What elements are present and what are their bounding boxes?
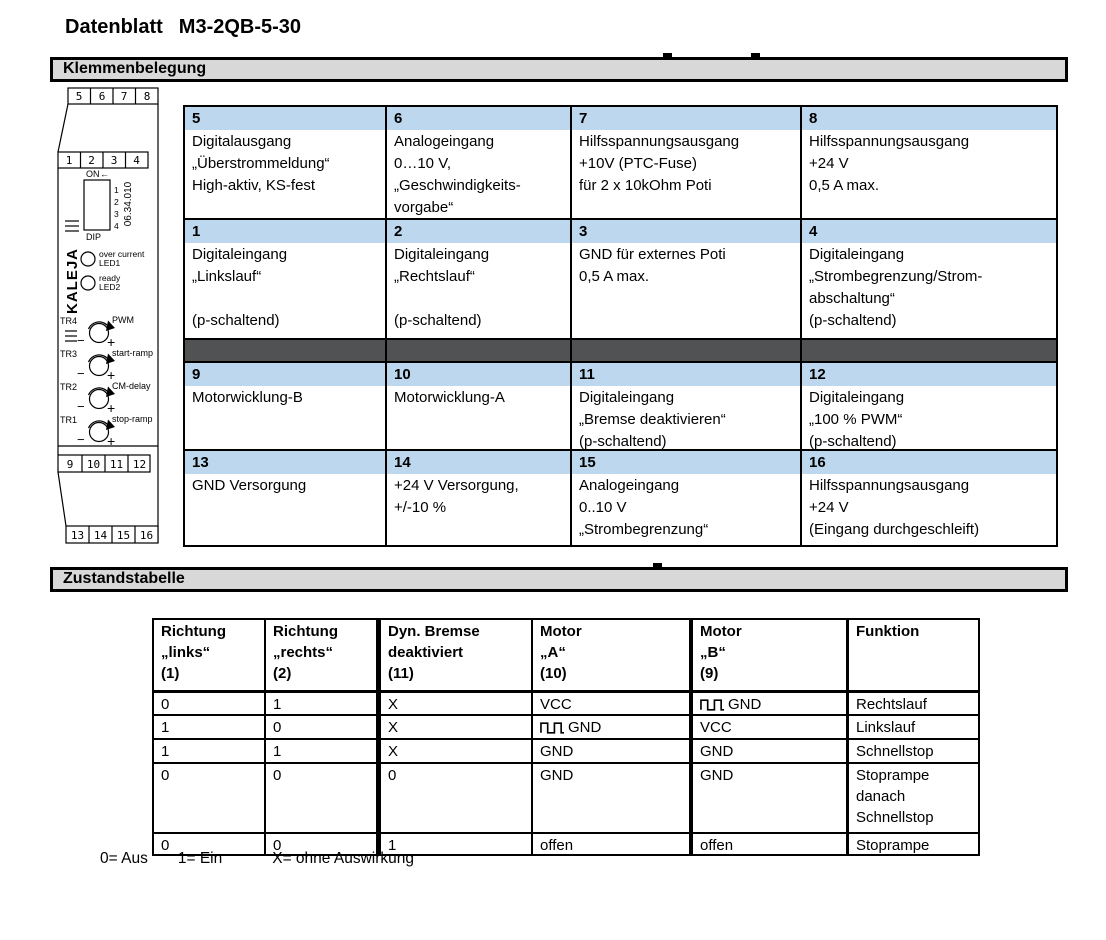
terminal-cell — [183, 218, 385, 338]
terminal-number-12: 12 — [132, 458, 147, 471]
minus-label: − — [77, 333, 85, 348]
state-cell — [154, 714, 264, 738]
scan-artifact-mark — [751, 53, 760, 57]
trimmer-knob — [90, 390, 109, 409]
state-cell — [376, 714, 531, 738]
terminal-description — [185, 130, 385, 197]
terminal-desc-line: (p-schaltend) — [192, 312, 280, 329]
model-number: M3-2QB-5-30 — [178, 16, 302, 38]
trimmer-potentiometer — [60, 315, 134, 350]
terminal-number: 8 — [802, 107, 1056, 130]
state-header-line: (1) — [161, 665, 180, 682]
dip-position-4: 4 — [114, 221, 119, 231]
state-cell — [154, 762, 264, 832]
terminal-desc-line: (p-schaltend) — [809, 433, 897, 449]
state-cell — [531, 714, 689, 738]
terminal-number: 9 — [185, 363, 385, 386]
state-header-line: (11) — [388, 665, 414, 682]
section-header-zustandstabelle — [50, 567, 1068, 592]
terminal-description — [572, 243, 800, 288]
zustand-table — [152, 618, 980, 856]
terminal-number: 16 — [802, 451, 1056, 474]
pwm-waveform-icon — [540, 720, 565, 734]
terminal-number: 10 — [387, 363, 570, 386]
terminal-block-9-12 — [58, 455, 150, 472]
state-header-cell — [264, 620, 376, 690]
plus-label: + — [107, 433, 116, 449]
terminal-description — [572, 386, 800, 449]
state-cell — [846, 690, 978, 714]
state-cell — [531, 832, 689, 854]
terminal-block-5-8 — [68, 88, 158, 104]
minus-label: − — [77, 399, 85, 414]
state-cell-text: offen — [540, 837, 574, 854]
dip-position-3: 3 — [114, 209, 119, 219]
terminal-desc-line: (p-schaltend) — [394, 312, 482, 329]
state-cell-text: 1 — [273, 696, 282, 713]
state-cell-text: 0 — [161, 837, 170, 854]
terminal-cell — [570, 105, 800, 218]
terminal-desc-line — [192, 288, 378, 310]
terminal-cell — [800, 218, 1056, 338]
terminal-number-13: 13 — [70, 529, 85, 542]
part-number: 06.34.010 — [123, 181, 134, 227]
state-header-line: (9) — [700, 665, 719, 682]
state-cell-text: 1 — [388, 837, 397, 854]
plus-label: + — [107, 367, 116, 383]
state-cell — [689, 738, 846, 762]
klemmen-table — [183, 105, 1058, 547]
terminal-number: 4 — [802, 220, 1056, 243]
state-cell-text: 0 — [273, 719, 282, 736]
state-cell — [376, 762, 531, 832]
terminal-block-13-16 — [66, 526, 158, 543]
terminal-desc-line: Hilfsspannungsausgang — [809, 477, 970, 494]
terminal-cell — [800, 449, 1056, 545]
trimmer-id: TR3 — [60, 349, 78, 359]
state-header-line: Funktion — [856, 623, 920, 640]
terminal-desc-line: Hilfsspannungsausgang — [579, 133, 740, 150]
state-cell-text: 0 — [388, 767, 397, 784]
state-cell-text: offen — [700, 837, 734, 854]
trimmer-id: TR1 — [60, 415, 78, 425]
terminal-cell — [570, 218, 800, 338]
terminal-desc-line: +10V (PTC-Fuse) — [579, 155, 697, 172]
terminal-desc-line: abschaltung“ — [809, 290, 895, 307]
state-header-line: „A“ — [540, 644, 566, 661]
terminal-desc-line: „Strombegrenzung/Strom- — [809, 268, 983, 285]
terminal-description — [387, 386, 570, 409]
terminal-number-15: 15 — [116, 529, 131, 542]
terminal-desc-line: +/-10 % — [394, 499, 447, 516]
terminal-desc-line: „Rechtslauf“ — [394, 268, 475, 285]
terminal-desc-line: GND für externes Poti — [579, 246, 726, 263]
terminal-desc-line: Digitaleingang — [809, 246, 905, 263]
plus-label: + — [107, 334, 116, 350]
state-header-line: deaktiviert — [388, 644, 464, 661]
state-header-line: „rechts“ — [273, 644, 334, 661]
terminal-description — [572, 130, 800, 197]
state-cell-text: X — [388, 719, 399, 736]
trimmer-potentiometer — [60, 348, 153, 383]
separator-cell — [800, 338, 1056, 361]
terminal-cell — [570, 449, 800, 545]
terminal-desc-line: (Eingang durchgeschleift) — [809, 521, 980, 538]
state-cell-text: GND — [540, 743, 574, 760]
terminal-description — [387, 130, 570, 218]
led2-name: ready — [99, 273, 121, 283]
terminal-cell — [183, 361, 385, 449]
terminal-desc-line: Motorwicklung-B — [192, 389, 303, 406]
legend — [100, 850, 414, 868]
terminal-desc-line: 0…10 V, — [394, 155, 451, 172]
state-cell — [154, 690, 264, 714]
terminal-number: 5 — [185, 107, 385, 130]
terminal-number: 3 — [572, 220, 800, 243]
terminal-description — [802, 474, 1056, 541]
terminal-desc-line: für 2 x 10kOhm Poti — [579, 177, 712, 194]
state-cell-text: GND — [700, 743, 734, 760]
separator-cell — [183, 338, 385, 361]
trimmer-function: PWM — [112, 315, 134, 325]
terminal-cell — [385, 361, 570, 449]
terminal-description — [387, 474, 570, 519]
minus-label: − — [77, 432, 85, 447]
trimmer-function: stop-ramp — [112, 414, 153, 424]
plus-label: + — [107, 400, 116, 416]
terminal-description — [185, 474, 385, 497]
terminal-desc-line: GND Versorgung — [192, 477, 307, 494]
terminal-desc-line: „Bremse deaktivieren“ — [579, 411, 726, 428]
terminal-number-4: 4 — [133, 154, 140, 167]
state-cell-text: Rechtslauf — [856, 696, 927, 713]
state-cell — [689, 762, 846, 832]
state-header-cell — [154, 620, 264, 690]
terminal-cell — [385, 218, 570, 338]
minus-label: − — [77, 366, 85, 381]
terminal-cell — [800, 105, 1056, 218]
terminal-cell — [385, 449, 570, 545]
terminal-number: 14 — [387, 451, 570, 474]
terminal-desc-line: +24 V — [809, 499, 849, 516]
terminal-number: 2 — [387, 220, 570, 243]
section-header-klemmenbelegung — [50, 57, 1068, 82]
state-cell-text: 1 — [273, 743, 282, 760]
terminal-desc-line — [394, 288, 563, 310]
state-header-cell — [846, 620, 978, 690]
terminal-desc-line: 0,5 A max. — [579, 268, 650, 285]
state-header-line: Motor — [700, 623, 742, 640]
terminal-number-3: 3 — [110, 154, 118, 167]
state-header-line: (10) — [540, 665, 567, 682]
terminal-desc-line: +24 V — [809, 155, 849, 172]
terminal-description — [387, 243, 570, 332]
terminal-cell — [570, 361, 800, 449]
terminal-description — [802, 243, 1056, 332]
terminal-desc-line: Digitaleingang — [394, 246, 490, 263]
terminal-number: 1 — [185, 220, 385, 243]
terminal-number-9: 9 — [66, 458, 74, 471]
state-cell-text: GND — [540, 767, 574, 784]
terminal-description — [802, 386, 1056, 449]
terminal-number: 7 — [572, 107, 800, 130]
state-cell-text: VCC — [540, 696, 572, 713]
state-cell-text: 0 — [273, 837, 282, 854]
separator-cell — [385, 338, 570, 361]
led2-label: LED2 — [99, 282, 121, 292]
terminal-cell — [385, 105, 570, 218]
terminal-number-16: 16 — [139, 529, 154, 542]
terminal-number: 12 — [802, 363, 1056, 386]
terminal-description — [185, 243, 385, 332]
state-cell-text: GND — [568, 719, 602, 736]
separator-cell — [570, 338, 800, 361]
trimmer-knob — [90, 357, 109, 376]
dip-arrow-icon: ← — [100, 169, 109, 179]
state-header-line: Richtung — [161, 623, 226, 640]
terminal-number-5: 5 — [75, 90, 83, 103]
section-title: Zustandstabelle — [63, 570, 185, 587]
terminal-number: 15 — [572, 451, 800, 474]
scan-artifact-mark — [663, 53, 672, 57]
led2-ready — [81, 273, 121, 292]
state-cell-text: GND — [700, 767, 734, 784]
terminal-description — [185, 386, 385, 409]
pwm-waveform-icon — [700, 697, 725, 711]
state-cell-text: 0 — [161, 696, 170, 713]
state-cell-text: VCC — [700, 719, 732, 736]
state-cell — [531, 738, 689, 762]
trimmer-id: TR2 — [60, 382, 78, 392]
led1-name: over current — [99, 249, 145, 259]
terminal-desc-line: 0,5 A max. — [809, 177, 880, 194]
led1-indicator — [81, 252, 95, 266]
terminal-desc-line: Motorwicklung-A — [394, 389, 505, 406]
terminal-desc-line: „Überstrommeldung“ — [192, 155, 330, 172]
legend-item: X= ohne Auswirkung — [272, 850, 414, 867]
state-cell — [689, 690, 846, 714]
terminal-desc-line: Digitaleingang — [809, 389, 905, 406]
section-title: Klemmenbelegung — [63, 60, 207, 77]
state-cell — [531, 762, 689, 832]
state-header-cell — [376, 620, 531, 690]
terminal-number-1: 1 — [65, 154, 73, 167]
state-cell-text: 0 — [161, 767, 170, 784]
state-header-line: „links“ — [161, 644, 211, 661]
terminal-desc-line: Hilfsspannungsausgang — [809, 133, 970, 150]
terminal-desc-line: Analogeingang — [579, 477, 680, 494]
trimmer-function: start-ramp — [112, 348, 154, 358]
terminal-desc-line: High-aktiv, KS-fest — [192, 177, 316, 194]
brand-name: KALEJA — [64, 247, 81, 315]
terminal-desc-line: Analogeingang — [394, 133, 495, 150]
state-cell — [264, 738, 376, 762]
terminal-cell — [183, 105, 385, 218]
dip-label: DIP — [86, 232, 102, 242]
terminal-description — [572, 474, 800, 541]
terminal-number: 6 — [387, 107, 570, 130]
state-cell-text: X — [388, 696, 399, 713]
state-cell — [689, 714, 846, 738]
state-cell-text: Stoprampe — [856, 837, 930, 854]
terminal-desc-line: vorgabe“ — [394, 199, 454, 216]
legend-item: 0= Aus — [100, 850, 148, 867]
state-cell — [846, 832, 978, 854]
terminal-block-1-4 — [58, 152, 148, 168]
terminal-number-11: 11 — [109, 458, 124, 471]
terminal-desc-line: 0..10 V — [579, 499, 627, 516]
terminal-desc-line: Digitalausgang — [192, 133, 292, 150]
state-cell — [531, 690, 689, 714]
state-cell — [264, 714, 376, 738]
terminal-number: 13 — [185, 451, 385, 474]
state-cell — [376, 738, 531, 762]
state-header-line: Motor — [540, 623, 582, 640]
terminal-description — [802, 130, 1056, 197]
terminal-number: 11 — [572, 363, 800, 386]
terminal-desc-line: (p-schaltend) — [579, 433, 667, 449]
scan-artifact-mark — [653, 563, 662, 567]
state-cell — [689, 832, 846, 854]
state-cell — [154, 738, 264, 762]
state-header-line: Dyn. Bremse — [388, 623, 480, 640]
terminal-cell — [800, 361, 1056, 449]
state-cell-text: 1 — [161, 719, 170, 736]
state-cell-text: GND — [728, 696, 762, 713]
state-header-cell — [531, 620, 689, 690]
terminal-number-14: 14 — [93, 529, 108, 542]
state-cell — [376, 690, 531, 714]
terminal-desc-line: „Geschwindigkeits- — [394, 177, 521, 194]
state-header-line: „B“ — [700, 644, 726, 661]
dip-position-1: 1 — [114, 185, 119, 195]
led1-over-current — [81, 249, 145, 268]
state-cell-text: 1 — [161, 743, 170, 760]
dip-on-label: ON — [86, 169, 100, 179]
terminal-number-2: 2 — [88, 154, 95, 167]
state-cell-text: Schnellstop — [856, 743, 934, 760]
trimmer-function: CM-delay — [112, 381, 151, 391]
terminal-number-10: 10 — [86, 458, 101, 471]
led2-indicator — [81, 276, 95, 290]
state-cell — [264, 690, 376, 714]
state-cell — [846, 762, 978, 832]
trimmer-knob — [90, 423, 109, 442]
doc-type-label: Datenblatt — [65, 16, 163, 38]
state-cell-text: Stoprampe danach Schnellstop — [856, 767, 934, 826]
trimmer-potentiometer — [60, 414, 153, 449]
state-header-line: (2) — [273, 665, 292, 682]
state-cell — [846, 738, 978, 762]
terminal-number-6: 6 — [98, 90, 106, 103]
terminal-cell — [183, 449, 385, 545]
device-drawing — [57, 86, 175, 548]
state-cell — [264, 762, 376, 832]
state-header-line: Richtung — [273, 623, 338, 640]
page-title — [65, 16, 301, 39]
legend-item: 1= Ein — [177, 850, 223, 867]
state-cell-text: X — [388, 743, 399, 760]
terminal-number-7: 7 — [120, 90, 128, 103]
trimmer-knob — [90, 324, 109, 343]
state-cell — [846, 714, 978, 738]
trimmer-potentiometer — [60, 381, 151, 416]
state-header-cell — [689, 620, 846, 690]
state-cell-text: 0 — [273, 767, 282, 784]
terminal-desc-line: (p-schaltend) — [809, 312, 897, 329]
terminal-desc-line: „Strombegrenzung“ — [579, 521, 709, 538]
dip-switch — [84, 169, 119, 242]
terminal-desc-line: „Linkslauf“ — [192, 268, 262, 285]
terminal-desc-line: „100 % PWM“ — [809, 411, 903, 428]
dip-position-2: 2 — [114, 197, 119, 207]
led1-label: LED1 — [99, 258, 121, 268]
terminal-desc-line: +24 V Versorgung, — [394, 477, 519, 494]
terminal-desc-line: Digitaleingang — [579, 389, 675, 406]
terminal-number-8: 8 — [143, 90, 151, 103]
state-cell-text: Linkslauf — [856, 719, 916, 736]
trimmer-id: TR4 — [60, 316, 78, 326]
terminal-desc-line: Digitaleingang — [192, 246, 288, 263]
